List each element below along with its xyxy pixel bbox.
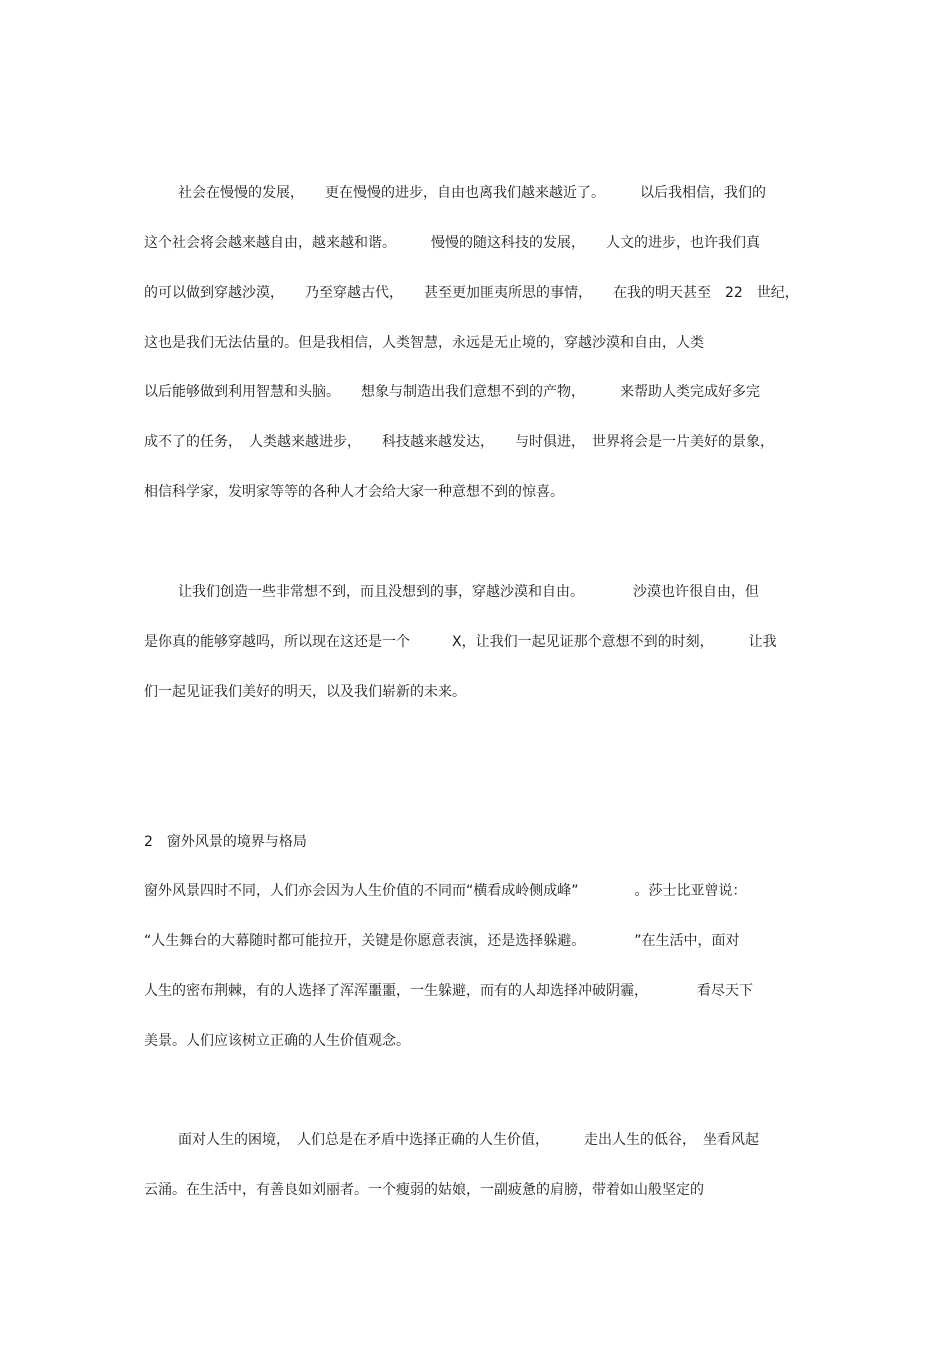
paragraph-1-line-4: 这也是我们无法估量的。但是我相信，人类智慧，永远是无止境的，穿越沙漠和自由，人类 bbox=[144, 335, 704, 351]
paragraph-4-line-2: 云涌。在生活中，有善良如刘丽者。一个瘦弱的姑娘，一副疲惫的肩膀，带着如山般坚定的 bbox=[144, 1182, 704, 1198]
paragraph-1-line-3: 的可以做到穿越沙漠， 乃至穿越古代， 甚至更加匪夷所思的事情， 在我的明天甚至 22 世纪， bbox=[144, 285, 799, 301]
section-heading: 2 窗外风景的境界与格局 bbox=[144, 834, 307, 850]
paragraph-3-line-4: 美景。人们应该树立正确的人生价值观念。 bbox=[144, 1033, 410, 1049]
paragraph-1-line-2: 这个社会将会越来越自由，越来越和谐。 慢慢的随这科技的发展， 人文的进步，也许我们真 bbox=[144, 235, 760, 251]
paragraph-1-line-1: 社会在慢慢的发展， 更在慢慢的进步，自由也离我们越来越近了。 以后我相信，我们的 bbox=[178, 185, 766, 201]
paragraph-1-line-6: 成不了的任务， 人类越来越进步， 科技越来越发达， 与时俱进， 世界将会是一片美好的景象， bbox=[144, 434, 774, 450]
paragraph-3-line-1: 窗外风景四时不同，人们亦会因为人生价值的不同而“横看成岭侧成峰” 。莎士比亚曾说： bbox=[144, 883, 747, 899]
paragraph-3-line-3: 人生的密布荆棘，有的人选择了浑浑噩噩，一生躲避，而有的人却选择冲破阴霾， 看尽天下 bbox=[144, 983, 753, 999]
paragraph-2-line-1: 让我们创造一些非常想不到，而且没想到的事，穿越沙漠和自由。 沙漠也许很自由，但 bbox=[178, 584, 759, 600]
paragraph-3-line-2: “人生舞台的大幕随时都可能拉开，关键是你愿意表演，还是选择躲避。 ”在生活中，面对 bbox=[144, 933, 740, 949]
paragraph-1-line-5: 以后能够做到利用智慧和头脑。 想象与制造出我们意想不到的产物， 来帮助人类完成好多完 bbox=[144, 384, 760, 400]
paragraph-2-line-3: 们一起见证我们美好的明天，以及我们崭新的未来。 bbox=[144, 684, 466, 700]
paragraph-4-line-1: 面对人生的困境， 人们总是在矛盾中选择正确的人生价值， 走出人生的低谷， 坐看风起 bbox=[178, 1132, 759, 1148]
paragraph-1-line-7: 相信科学家，发明家等等的各种人才会给大家一种意想不到的惊喜。 bbox=[144, 484, 564, 500]
paragraph-2-line-2: 是你真的能够穿越吗，所以现在这还是一个 X，让我们一起见证那个意想不到的时刻， 让我 bbox=[144, 634, 777, 650]
